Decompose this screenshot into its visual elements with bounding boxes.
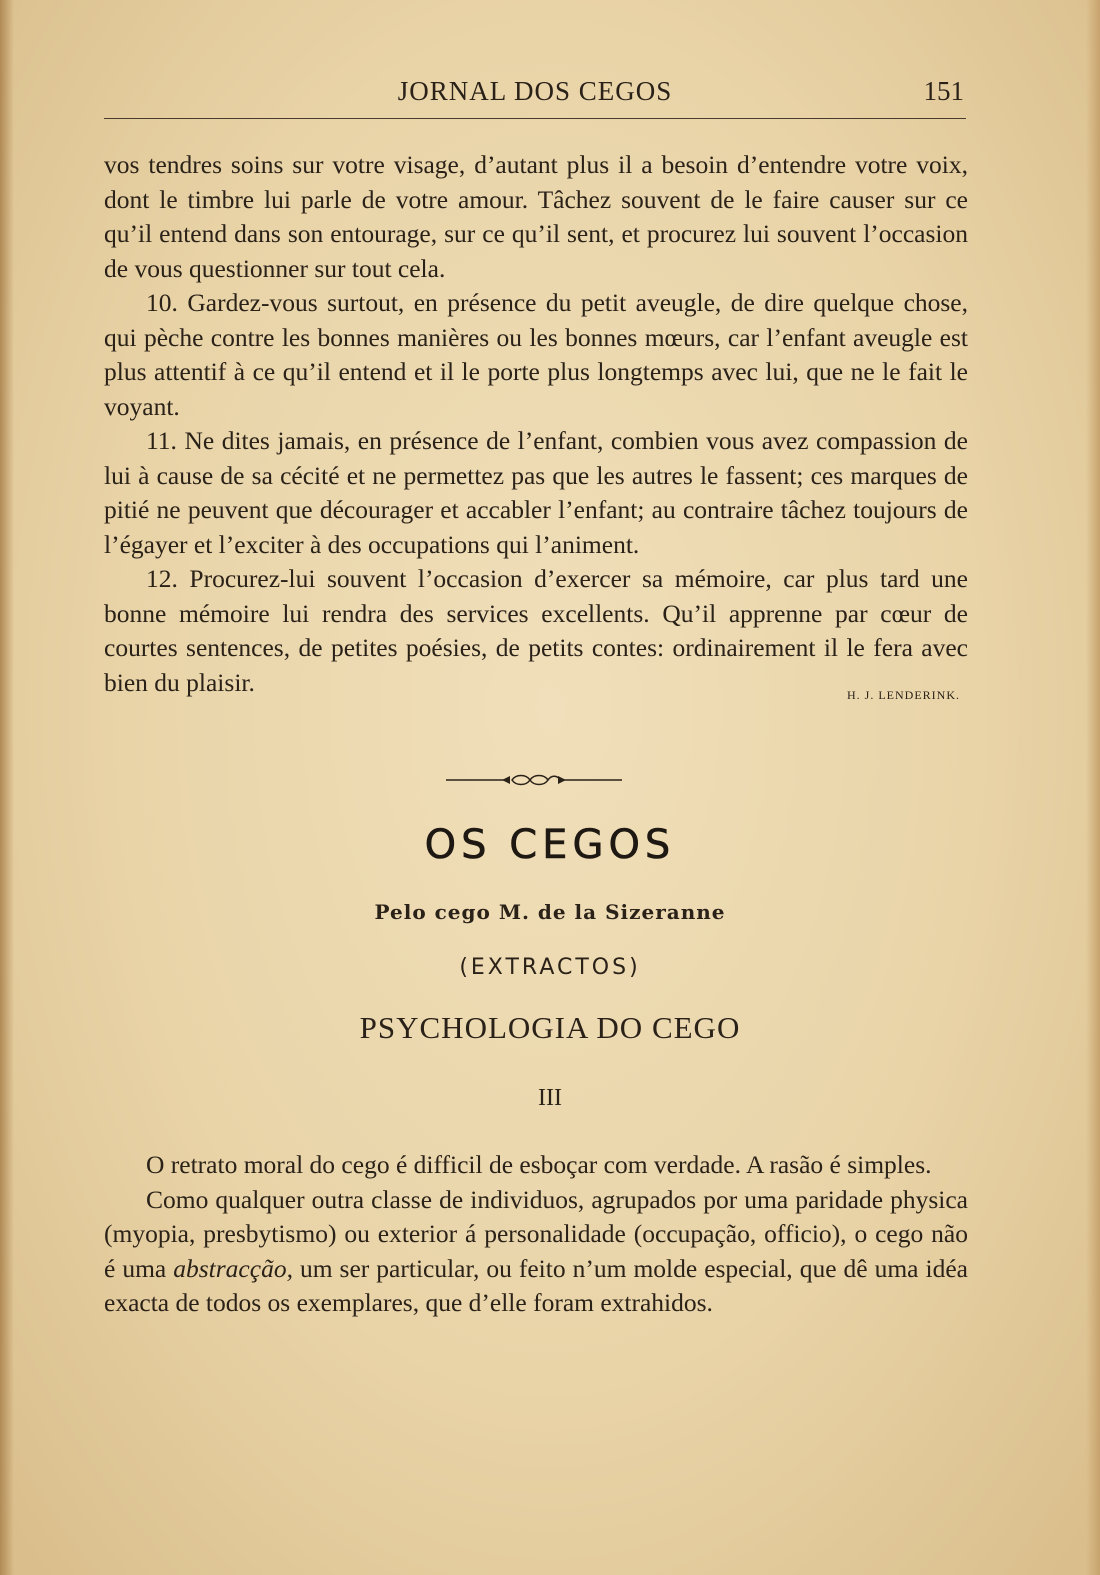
chapter-title: PSYCHOLOGIA DO CEGO bbox=[359, 1010, 741, 1045]
author-signature: H. J. LENDERINK. bbox=[847, 687, 960, 702]
running-title: JORNAL DOS CEGOS bbox=[397, 76, 673, 106]
item-text: Ne dites jamais, en présence de l’enfant, combien vous avez compassion de lui à cause de sa cécité et ne permettez pas que les autres le fassent; ces marques de pitié ne peuvent que décourager et accabler l’enfant; au contraire tâchez toujours de l’égayer et l’exciter à des occupations qui l’animent. bbox=[104, 426, 969, 559]
extract-note: (EXTRACTOS) bbox=[459, 955, 641, 980]
item-paragraph-10 bbox=[104, 286, 968, 424]
item-text: Gardez-vous surtout, en présence du petit aveugle, de dire quelque chose, qui pèche contre les bonnes manières ou les bonnes mœurs, car l’enfant aveugle est plus attentif à ce qu’il entend et il le porte plus longtemps avec lui, que ne le fait le voyant. bbox=[104, 288, 969, 421]
article-paragraph-2 bbox=[104, 1183, 968, 1321]
article-paragraph-1: O retrato moral do cego é difficil de esboçar com verdade. A rasão é simples. bbox=[146, 1150, 932, 1179]
article-text-block bbox=[104, 1148, 968, 1321]
page-edge-left bbox=[0, 0, 14, 1575]
paragraph-text: um ser particular, ou feito n’um molde especial, que dê uma idéa exacta de todos os exemplares, que d’elle foram extrahidos. bbox=[104, 1253, 968, 1317]
continuation-paragraph: vos tendres soins sur votre visage, d’autant plus il a besoin d’entendre votre voix, dont le timbre lui parle de votre amour. Tâchez souvent de le faire causer sur ce qu’il entend dans son entourage, sur ce qu’il sent, et procurez lui souvent l’occasion de vous questionner sur tout cela. bbox=[104, 150, 968, 283]
item-text: Procurez-lui souvent l’occasion d’exercer sa mémoire, car plus tard une bonne mémoire lui rendra des services excellents. Qu’il apprenne par cœur de courtes sentences, de petites poésies, de petits contes: ordinairement il le fera avec bien du plaisir. bbox=[104, 564, 969, 697]
item-number: 12. bbox=[146, 564, 178, 593]
section-byline: Pelo cego M. de la Sizeranne bbox=[374, 900, 726, 924]
item-number: 11. bbox=[146, 426, 177, 455]
page-number: 151 bbox=[923, 76, 964, 106]
running-head bbox=[104, 74, 966, 110]
chapter-number: III bbox=[538, 1085, 562, 1111]
item-paragraph-11 bbox=[104, 424, 968, 562]
header-rule bbox=[104, 118, 966, 119]
letter-text-block bbox=[104, 148, 968, 712]
item-paragraph-12 bbox=[104, 562, 968, 700]
section-title: OS CEGOS bbox=[424, 822, 676, 868]
page-edge-right bbox=[1086, 0, 1100, 1575]
item-number: 10. bbox=[146, 288, 178, 317]
paragraph-text: Como qualquer outra classe de individuos, agrupados por uma paridade physica (myopia, presbytismo) ou exterior á personalidade (occupação, officio), o cego não é uma bbox=[104, 1184, 968, 1283]
section-divider-ornament bbox=[446, 772, 622, 788]
italic-term: abstracção, bbox=[173, 1253, 293, 1283]
